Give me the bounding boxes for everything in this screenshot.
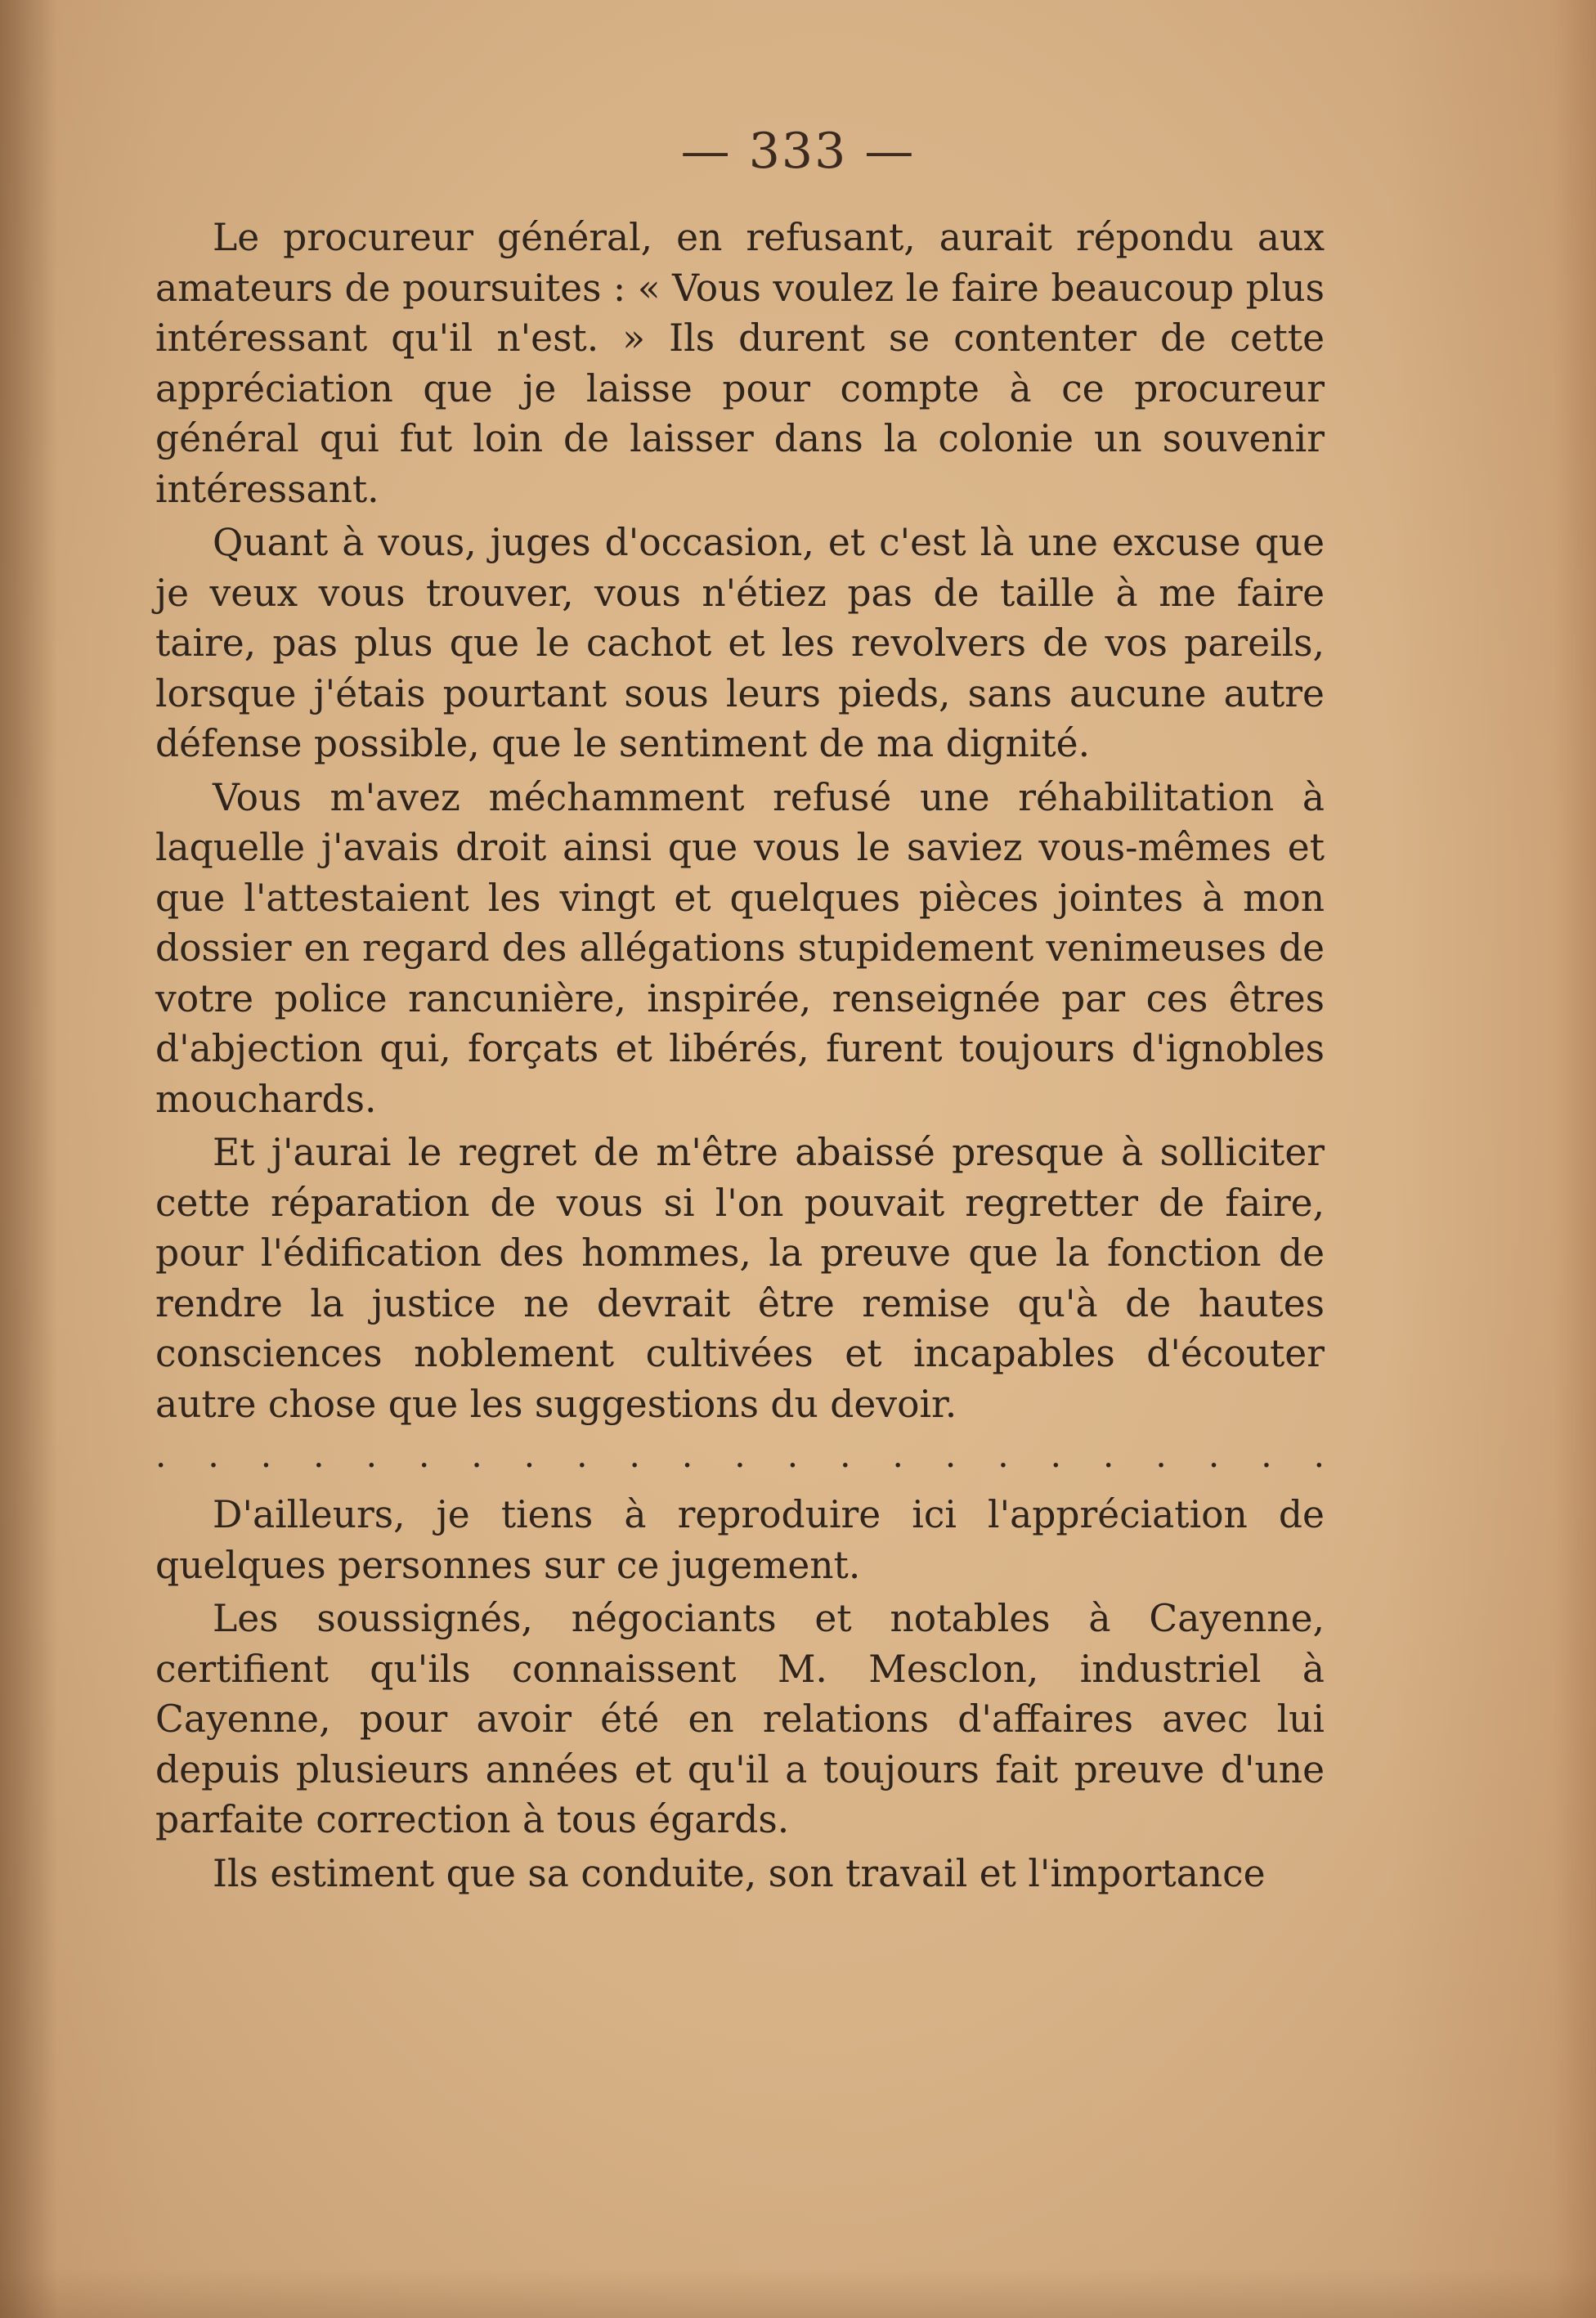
separator-dot: .	[681, 1435, 693, 1475]
separator-dot: .	[629, 1435, 640, 1475]
separator-dot: .	[840, 1435, 851, 1475]
paragraph: Ils estiment que sa conduite, son travail et l'importance	[213, 1851, 1266, 1895]
separator-dot: .	[260, 1435, 272, 1475]
page-shadow-left	[0, 0, 57, 2318]
paragraph: Vous m'avez méchamment refusé une réhabilitation à laquelle j'avais droit ainsi que vous le saviez vous-mêmes et que l'attestaient les vingt et quelques pièces jointes à mon dossier en regard des allégations stupidement venimeuses de votre police rancunière, inspirée, renseignée par ces êtres d'abjection qui, forçats et libérés, furent toujours d'ignobles mouchards.	[155, 775, 1325, 1121]
page-shadow-bottom	[0, 2269, 1596, 2318]
separator-dot: .	[1155, 1435, 1167, 1475]
separator-dot: .	[418, 1435, 430, 1475]
separator-dot: .	[1261, 1435, 1272, 1475]
separator-dot: .	[1103, 1435, 1114, 1475]
section-separator	[155, 1435, 1325, 1475]
separator-dot: .	[471, 1435, 482, 1475]
separator-dot: .	[1050, 1435, 1061, 1475]
separator-dot: .	[155, 1435, 167, 1475]
paragraph: Le procureur général, en refusant, aurait répondu aux amateurs de poursuites : « Vous voulez le faire beaucoup plus intéressant qu'il n'est. » Ils durent se contenter de cette appréciation que je laisse pour compte à ce procureur général qui fut loin de laisser dans la colonie un souvenir intéressant.	[155, 216, 1325, 511]
separator-dot: .	[208, 1435, 219, 1475]
paragraph: Et j'aurai le regret de m'être abaissé presque à solliciter cette réparation de vous si l'on pouvait regretter de faire, pour l'édification des hommes, la preuve que la fonction de rendre la justice ne devrait être remise qu'à de hautes consciences noblement cultivées et incapables d'écouter autre chose que les suggestions du devoir.	[155, 1131, 1325, 1426]
separator-dot: .	[944, 1435, 957, 1475]
separator-dot: .	[1208, 1435, 1220, 1475]
separator-dot: .	[365, 1435, 377, 1475]
separator-dot: .	[734, 1435, 746, 1475]
body-text	[155, 213, 1325, 1902]
separator-dot: .	[313, 1435, 325, 1475]
separator-dot: .	[787, 1435, 799, 1475]
separator-dot: .	[892, 1435, 903, 1475]
separator-dot: .	[1313, 1435, 1325, 1475]
paragraph: Quant à vous, juges d'occasion, et c'est là une excuse que je veux vous trouver, vous n'étiez pas de taille à me faire taire, pas plus que le cachot et les revolvers de vos pareils, lorsque j'étais pourtant sous leurs pieds, sans aucune autre défense possible, que le sentiment de ma dignité.	[155, 521, 1325, 765]
paragraph: D'ailleurs, je tiens à reproduire ici l'appréciation de quelques personnes sur ce jugement.	[155, 1493, 1325, 1587]
page-number: — 333 —	[680, 123, 916, 180]
separator-dot: .	[523, 1435, 536, 1475]
paragraph: Les soussignés, négociants et notables à Cayenne, certifient qu'ils connaissent M. Mesclon, industriel à Cayenne, pour avoir été en relations d'affaires avec lui depuis plusieurs années et qu'il a toujours fait preuve d'une parfaite correction à tous égards.	[155, 1597, 1325, 1841]
separator-dot: .	[576, 1435, 588, 1475]
separator-dot: .	[998, 1435, 1009, 1475]
